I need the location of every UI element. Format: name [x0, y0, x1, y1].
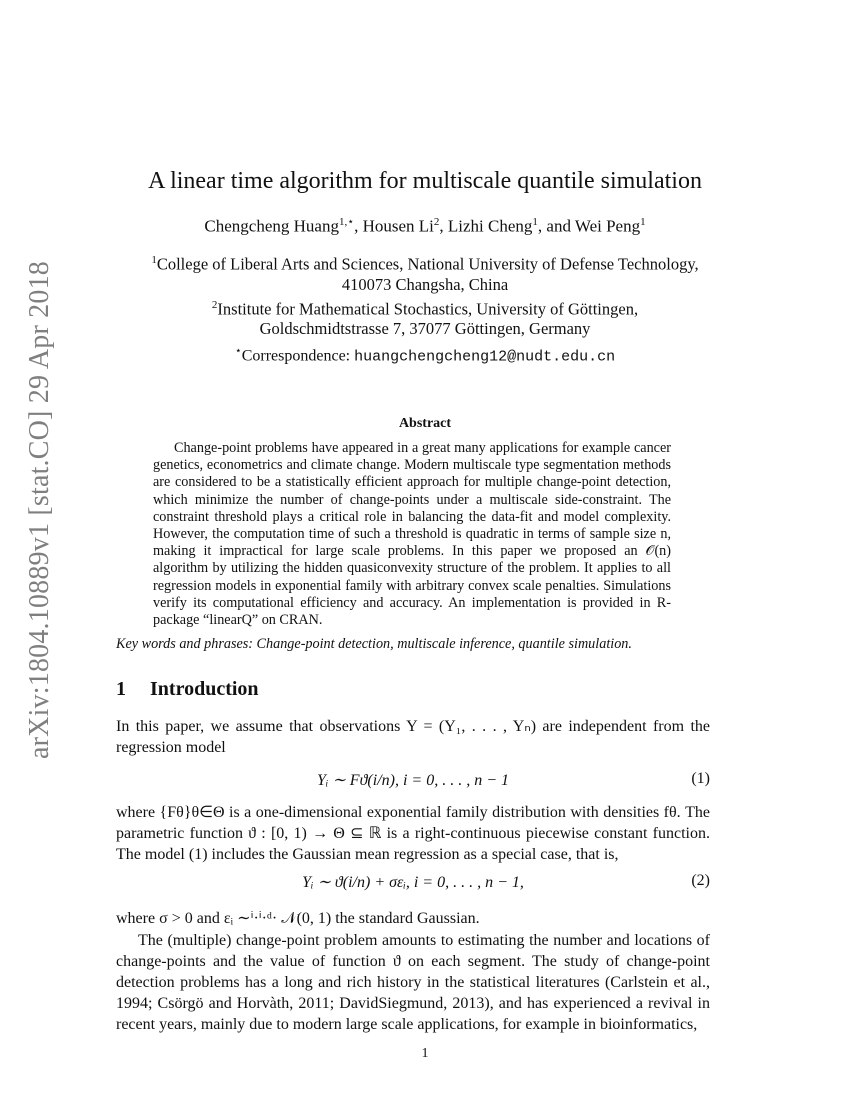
- equation-1-number: (1): [691, 770, 710, 787]
- correspondence-label: Correspondence:: [241, 347, 355, 365]
- equation-1: [116, 770, 710, 792]
- affiliation-line: College of Liberal Arts and Sciences, National University of Defense Technology,: [156, 254, 699, 274]
- affiliation-2: [0, 295, 850, 320]
- section-title: Introduction: [150, 678, 259, 700]
- correspondence-email-link[interactable]: huangchengcheng12@nudt.edu.cn: [354, 348, 616, 366]
- author-name: , and Wei Peng: [537, 216, 641, 236]
- author-affiliation-mark: 1: [532, 216, 538, 228]
- paragraph-noise: where σ > 0 and εᵢ ∼ⁱ·ⁱ·ᵈ· 𝒩(0, 1) the standard Gaussian.: [116, 910, 480, 927]
- arxiv-side-label: arXiv:1804.10889v1 [stat.CO] 29 Apr 2018: [24, 261, 55, 759]
- section-number: 1: [116, 678, 126, 700]
- paragraph-changepoint: The (multiple) change-point problem amounts to estimating the number and locations of change-points and the value of function ϑ on each segment. The study of change-point detection problems has a long and rich history in the statistical literatures (Carlstein et al., 1994; Csörgö and Horvàth, 2011; DavidSiegmund, 2013), and has experienced a revival in recent years, mainly due to modern large scale applications, for example in bioinformatics,: [116, 932, 710, 1033]
- affiliations: [0, 250, 850, 339]
- author-affiliation-mark: 2: [433, 216, 440, 228]
- paragraph-intro: In this paper, we assume that observations Y = (Y₁, . . . , Yₙ) are independent from the regression model: [116, 718, 710, 756]
- affiliation-1-line2: 410073 Changsha, China: [341, 274, 509, 294]
- affiliation-line: Institute for Mathematical Stochastics, University of Göttingen,: [217, 299, 639, 318]
- paper-title: A linear time algorithm for multiscale quantile simulation: [148, 168, 702, 194]
- keywords: Key words and phrases: Change-point detection, multiscale inference, quantile simulation.: [116, 636, 632, 652]
- affiliation-mark: 2: [211, 298, 218, 311]
- equation-2: [116, 872, 710, 894]
- equation-2-number: (2): [691, 872, 710, 889]
- abstract-text: Change-point problems have appeared in a great many applications for example cancer genetics, econometrics and climate change. Modern multiscale type segmentation methods are considered to be a statistically efficient approach for multiple change-point detection, which minimize the number of change-points under a multiscale side-constraint. The constraint threshold plays a critical role in balancing the data-fit and model complexity. However, the computation time of such a threshold is quadratic in terms of sample size n, making it impractical for large scale problems. In this paper we proposed an 𝒪(n) algorithm by utilizing the hidden quasiconvexity structure of the problem. It applies to all regression models in exponential family with arbitrary convex scale penalties. Simulations verify its computational efficiency and accuracy. An implementation is provided in R-package “linearQ” on CRAN.: [153, 440, 671, 629]
- section-heading: [116, 678, 259, 701]
- correspondence-mark: ⋆: [234, 345, 242, 357]
- equation-2-expression: Yᵢ ∼ ϑ(i/n) + σεᵢ, i = 0, . . . , n − 1,: [302, 874, 524, 891]
- abstract-heading: Abstract: [398, 416, 452, 431]
- author-list: [0, 215, 850, 237]
- equation-1-expression: Yᵢ ∼ Fϑ(i/n), i = 0, . . . , n − 1: [316, 772, 510, 789]
- correspondence: [0, 344, 850, 365]
- author-affiliation-mark: 1: [640, 216, 646, 228]
- affiliation-mark: 1: [151, 254, 157, 266]
- author-name: Chengcheng Huang: [204, 216, 339, 236]
- affiliation-1: [0, 250, 850, 275]
- paragraph-model: where {Fθ}θ∈Θ is a one-dimensional exponential family distribution with densities fθ. The parametric function ϑ : [0, 1) → Θ ⊆ ℝ is a right-continuous piecewise constant function. The model (1) includes the Gaussian mean regression as a special case, that is,: [116, 804, 710, 863]
- page-number: 1: [421, 1046, 429, 1061]
- affiliation-2-line2: Goldschmidtstrasse 7, 37077 Göttingen, Germany: [259, 319, 591, 338]
- author-name: , Housen Li: [354, 216, 434, 236]
- author-affiliation-mark: 1,⋆: [338, 216, 355, 228]
- author-name: , Lizhi Cheng: [439, 216, 533, 236]
